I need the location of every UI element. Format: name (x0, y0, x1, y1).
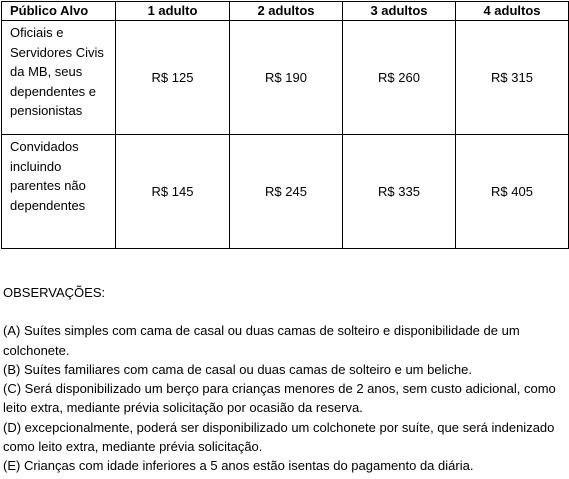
header-4-adults: 4 adultos (456, 2, 569, 21)
price-cell: R$ 145 (116, 135, 230, 249)
price-cell: R$ 405 (456, 135, 569, 249)
audience-cell: Convidados incluindo parentes não dependentes (2, 135, 116, 249)
observation-note-d: (D) excepcionalmente, poderá ser disponibilizado um colchonete por suíte, que será indenizado como leito extra, mediante prévia solicitação. (3, 419, 555, 455)
price-cell: R$ 125 (116, 21, 230, 135)
header-1-adult: 1 adulto (116, 2, 230, 21)
observations-section (3, 283, 565, 476)
observations-heading: OBSERVAÇÕES: (3, 285, 106, 300)
observation-note-e: (E) Crianças com idade inferiores a 5 anos estão isentas do pagamento da diária. (3, 458, 474, 474)
price-cell: R$ 335 (343, 135, 456, 249)
table-header-row (2, 2, 569, 21)
header-public: Público Alvo (2, 2, 116, 21)
price-cell: R$ 190 (230, 21, 343, 135)
price-cell: R$ 245 (230, 135, 343, 249)
table-row (2, 21, 569, 135)
price-cell: R$ 315 (456, 21, 569, 135)
table-row (2, 135, 569, 249)
observation-note-c: (C) Será disponibilizado um berço para crianças menores de 2 anos, sem custo adicional, como leito extra, mediante prévia solicitação por ocasião da reserva. (3, 381, 556, 416)
rates-table (1, 1, 569, 249)
header-3-adults: 3 adultos (343, 2, 456, 21)
observation-note-b: (B) Suítes familiares com cama de casal ou duas camas de solteiro e um beliche. (3, 361, 472, 377)
audience-cell: Oficiais e Servidores Civis da MB, seus dependentes e pensionistas (2, 21, 116, 135)
header-2-adults: 2 adultos (230, 2, 343, 21)
observation-note-a: (A) Suítes simples com cama de casal ou duas camas de solteiro e disponibilidade de um colchonete. (3, 323, 520, 358)
price-cell: R$ 260 (343, 21, 456, 135)
